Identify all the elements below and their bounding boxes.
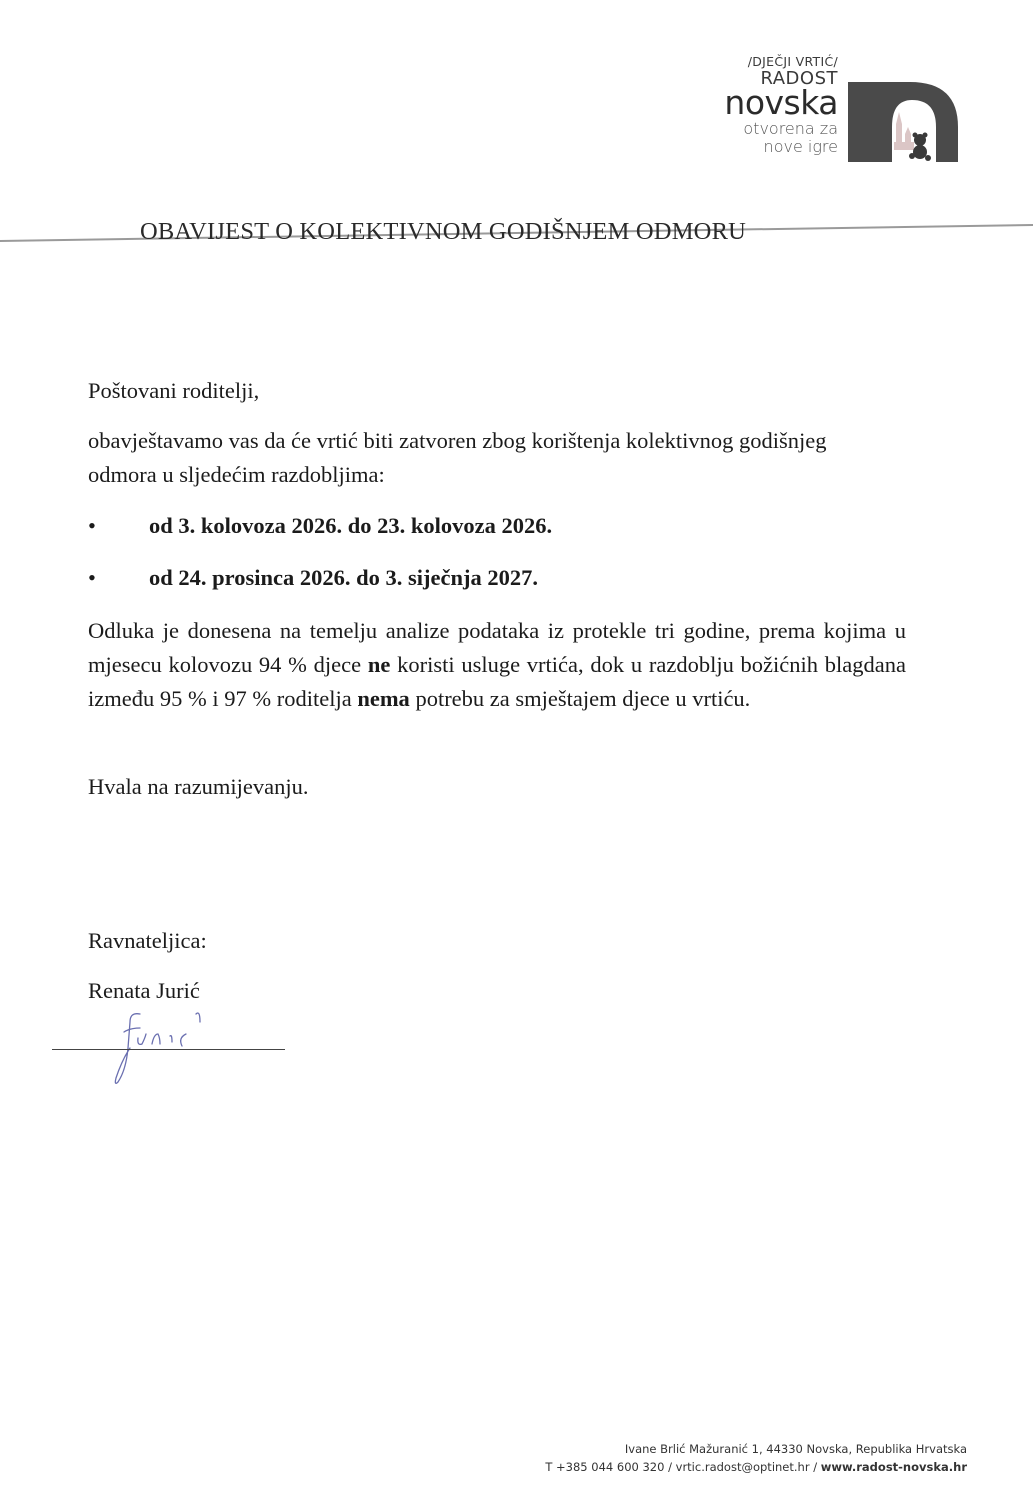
footer-address: Ivane Brlić Mažuranić 1, 44330 Novska, Republika Hrvatska [624,1442,967,1456]
logo-wordmark [724,52,838,155]
logo-tagline-1: otvorena za [743,118,838,138]
signatory-name: Renata Jurić [88,978,200,1003]
footer-phone: T +385 044 600 320 [545,1460,665,1474]
decision-text-1: Odluka je donesena na temelju analize podataka iz protekle tri godine, prema kojima u mjesecu kolovozu 94 % djece [88,618,906,677]
decision-text-3: potrebu za smještajem djece u vrtiću. [409,686,751,711]
separator: / [664,1460,676,1474]
footer-website-link[interactable]: www.radost-novska.hr [820,1460,967,1474]
handwritten-signature-icon [100,1008,230,1088]
logo-name-radost: RADOST [760,67,838,89]
kindergarten-logo [700,52,960,162]
decision-text-2: koristi usluge vrtića, dok u razdoblju božićnih blagdana između 95 % i 97 % roditelja [88,652,906,711]
decision-paragraph [88,614,906,716]
signature-line [52,1049,285,1050]
logo-subtitle: /DJEČJI VRTIĆ/ [747,54,838,69]
footer-contact-line [545,1458,967,1476]
logo-tagline-2: nove igre [763,136,838,156]
logo-name-novska: novska [724,82,838,122]
period-text: od 24. prosinca 2026. do 3. siječnja 2027. [149,565,538,590]
intro-line-2: odmora u sljedećim razdobljima: [88,462,385,487]
decision-bold-nema: nema [357,686,410,711]
document-title: OBAVIJEST O KOLEKTIVNOM GODIŠNJEM ODMORU [140,218,747,245]
arch-castle-teddy-bear-icon [848,82,958,162]
closing: Hvala na razumijevanju. [88,774,309,799]
separator: / [809,1460,821,1474]
period-text: od 3. kolovoza 2026. do 23. kolovoza 2026. [149,513,553,538]
signatory-role: Ravnateljica: [88,928,207,953]
intro-line-1: obavještavamo vas da će vrtić biti zatvoren zbog korištenja kolektivnog godišnjeg [88,428,827,453]
bullet-icon: • [88,513,96,538]
greeting: Poštovani roditelji, [88,378,260,403]
footer-contact [545,1440,967,1476]
decision-bold-ne: ne [367,652,391,677]
footer-email[interactable]: vrtic.radost@optinet.hr [675,1460,810,1474]
bullet-icon: • [88,565,96,590]
